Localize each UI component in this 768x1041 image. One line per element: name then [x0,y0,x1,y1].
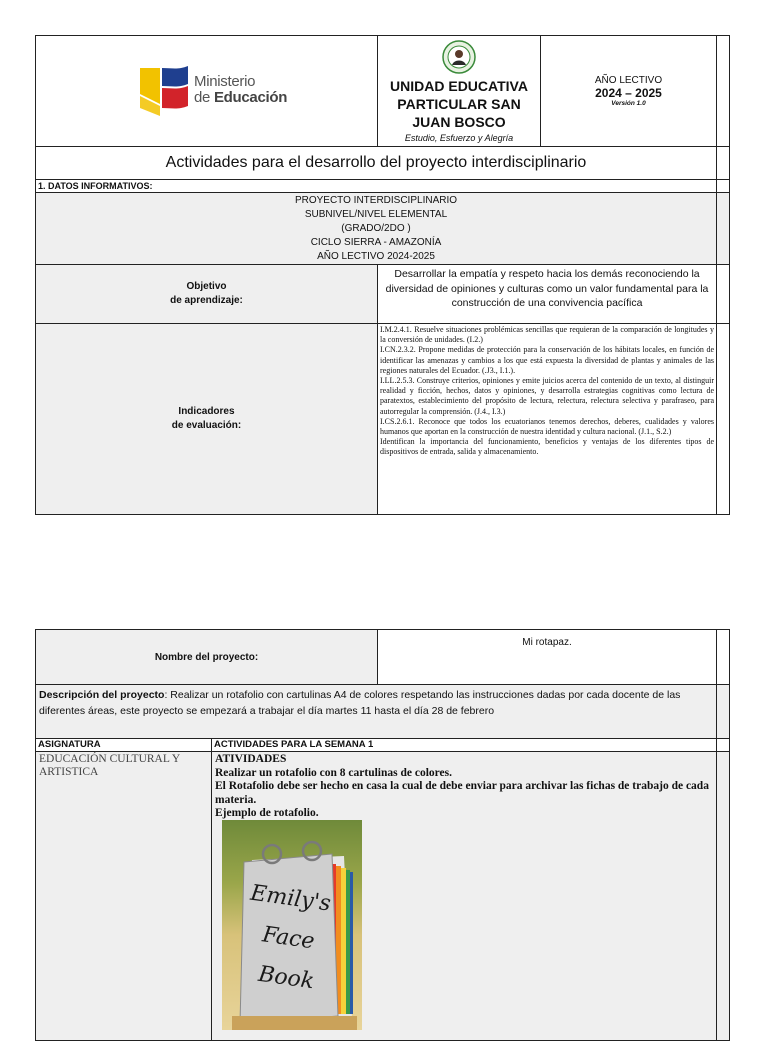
year-value: 2024 – 2025 [595,86,662,100]
project-info-line1: PROYECTO INTERDISCIPLINARIO [294,194,458,206]
right-margin-cell [716,35,730,147]
objective-text-cell [377,264,717,324]
right-margin-cell [716,684,730,739]
project-description-text: : Realizar un rotafolio con cartulinas A4 de colores respetando las instrucciones dadas por cada docente de las diferentes áreas, este proyecto se empezará a trabajar el día martes 11 hasta el día 28 de febrero [39,689,681,717]
right-margin-cell [716,738,730,752]
col-header-activities-text: ACTIVIDADES PARA LA SEMANA 1 [214,739,374,750]
activities-cell [211,751,717,1041]
logo-cell [35,35,378,147]
right-margin-cell [716,192,730,265]
indicator-item: Identifican la importancia del funcionamiento, beneficios y ventajas de los diferentes tipos de dispositivos de entrada, salida y almacenamiento. [380,437,714,457]
right-margin-cell [716,179,730,193]
right-margin-cell [716,264,730,324]
right-margin-cell [716,146,730,180]
rotafolio-example-photo [222,820,362,1030]
objective-label-line2: de aprendizaje: [170,295,243,306]
project-table [35,629,730,1024]
objective-label-line1: Objetivo [186,281,227,292]
school-name: UNIDAD EDUCATIVA PARTICULAR SAN JUAN BOSCO [390,78,528,130]
ministry-line1: Ministerio [194,73,256,90]
project-description-label: Descripción del proyecto [39,689,165,701]
indicator-item: I.M.2.4.1. Resuelve situaciones problémicas sencillas que requieran de la comparación de longitudes y la conversión de unidades. (I.2.) [380,325,714,345]
project-info-cell [35,192,717,265]
version-label: Versión 1.0 [611,100,646,107]
objective-text: Desarrollar la empatía y respeto hacia los demás reconociendo la diversidad de opiniones y culturas como un valor fundamental para la construcción de una convivencia pacífica [385,268,709,309]
indicator-item: I.CS.2.6.1. Reconoce que todos los ecuatorianos tenemos derechos, deberes, cualidades y valores humanos que aportan en la construcción de nuestra identidad y cultura nacional. (J.1., S.2.) [380,416,714,437]
col-header-activities [211,738,717,752]
subject-name: EDUCACIÓN CULTURAL Y ARTISTICA [39,753,180,778]
ministry-logo [138,64,298,120]
section1-cell [35,179,717,193]
indicators-text-cell [377,323,717,515]
year-label: AÑO LECTIVO [594,75,663,86]
photo-text-line3: Book [256,961,316,995]
objective-label-cell [35,264,378,324]
project-info-line3: (GRADO/2DO ) [341,222,411,234]
project-name-value: Mi rotapaz. [522,637,572,648]
activities-line1: Realizar un rotafolio con 8 cartulinas de colores. [215,766,453,779]
project-description-cell [35,684,717,739]
photo-text-line2: Face [260,922,317,955]
indicators-label-cell [35,323,378,515]
right-margin-cell [716,323,730,515]
col-header-subject [35,738,212,752]
indicator-item: I.CN.2.3.2. Propone medidas de protección para la conservación de los hábitats locales, en función de identificar las amenazas y cambios a los que está expuesta la diversidad de plantas y animales de las regiones naturales del Ecuador. (.J3., I.1.). [380,345,714,375]
project-info-line5: AÑO LECTIVO 2024-2025 [317,250,435,262]
activities-line2: El Rotafolio debe ser hecho en casa la cual de debe enviar para archivar las fichas de trabajo de cada materia. [215,780,709,806]
project-info-line4: CICLO SIERRA - AMAZONÍA [310,236,442,248]
indicator-item: I.LL.2.5.3. Construye criterios, opiniones y emite juicios acerca del contenido de un texto, al distinguir realidad y ficción, hechos, datos y opiniones, y desarrolla estrategias cognitivas como lectura de paratextos, establecimiento del propósito de lectura, relectura, relectura selectiva y parafraseo, para autorregular la comprensión. (J.4., I.3.) [380,376,714,416]
header-table [35,35,730,515]
school-cell [377,35,541,147]
year-cell [540,35,717,147]
indicators-label-line1: Indicadores [178,406,235,417]
right-margin-cell [716,629,730,685]
right-margin-cell [716,751,730,1041]
project-name-value-cell [377,629,717,685]
school-seal-icon [439,39,479,75]
project-info-line2: SUBNIVEL/NIVEL ELEMENTAL [304,208,448,220]
activities-title: ATIVIDADES [215,753,287,765]
ministry-line2-prefix: de [194,89,214,106]
doc-title-cell [35,146,717,180]
school-motto: Estudio, Esfuerzo y Alegría [404,133,514,143]
project-name-label-cell [35,629,378,685]
indicators-label-line2: de evaluación: [171,420,242,431]
activities-line3: Ejemplo de rotafolio. [215,807,319,819]
doc-title: Actividades para el desarrollo del proyecto interdisciplinario [165,154,587,171]
col-header-subject-text: ASIGNATURA [38,739,101,750]
ecuador-flag-icon [138,64,190,120]
project-name-label: Nombre del proyecto: [154,651,259,663]
photo-text-line1: Emily's [248,880,333,917]
ministry-line2-bold: Educación [213,89,288,106]
subject-cell [35,751,212,1041]
section1-title: 1. DATOS INFORMATIVOS: [38,181,153,191]
